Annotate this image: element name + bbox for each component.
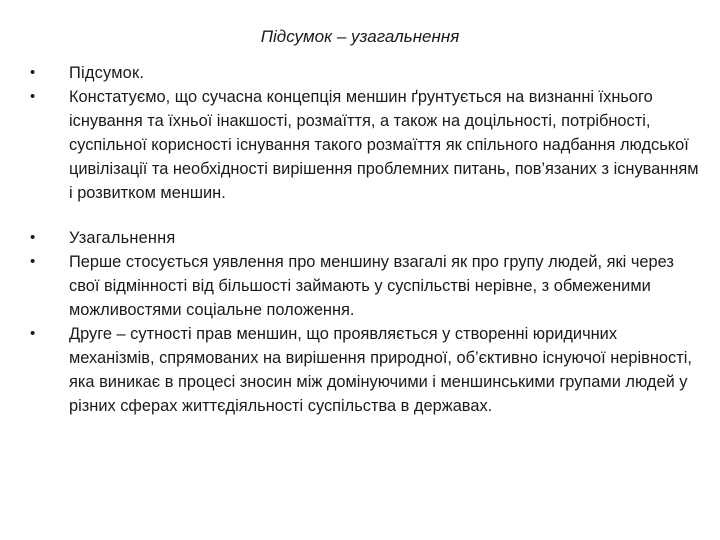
bullet-item-summary xyxy=(30,61,700,85)
bullet-text: Узагальнення xyxy=(69,229,176,247)
bullet-icon: • xyxy=(30,88,36,105)
bullet-item-generalization xyxy=(30,226,700,250)
bullet-icon: • xyxy=(30,64,36,81)
bullet-icon: • xyxy=(30,229,36,246)
bullet-icon: • xyxy=(30,325,36,342)
bullet-icon: • xyxy=(30,253,36,270)
bullet-item-first xyxy=(30,250,700,322)
bullet-list xyxy=(30,61,700,418)
bullet-text: Підсумок. xyxy=(69,64,145,82)
slide-title-text: Підсумок – узагальнення xyxy=(260,27,460,46)
bullet-text: Констатуємо, що сучасна концепція меншин ґрунтується на визнанні їхнього існування та їхньої інакшості, розмаїття, а також на доцільності, потрібності, суспільної корисності існування такого розмаїття як спільного надбання людської цивілізації та необхідності вирішення проблемних питань, пов’язаних з існуванням і розвитком меншин. xyxy=(69,88,699,202)
bullet-text: Перше стосується уявлення про меншину взагалі як про групу людей, які через свої відмінності від більшості займають у суспільстві нерівне, з обмеженими можливостями соціальне положення. xyxy=(69,253,674,319)
slide-title xyxy=(0,26,720,48)
bullet-item-second xyxy=(30,322,700,418)
bullet-item-summary-body xyxy=(30,85,700,205)
spacer xyxy=(30,205,700,226)
bullet-text: Друге – сутності прав меншин, що проявляється у створенні юридичних механізмів, спрямованих на вирішення природної, об’єктивно існуючої нерівності, яка виникає в процесі зносин між домінуючими і меншинськими групами людей у різних сферах життєдіяльності суспільства в державах. xyxy=(69,325,692,415)
